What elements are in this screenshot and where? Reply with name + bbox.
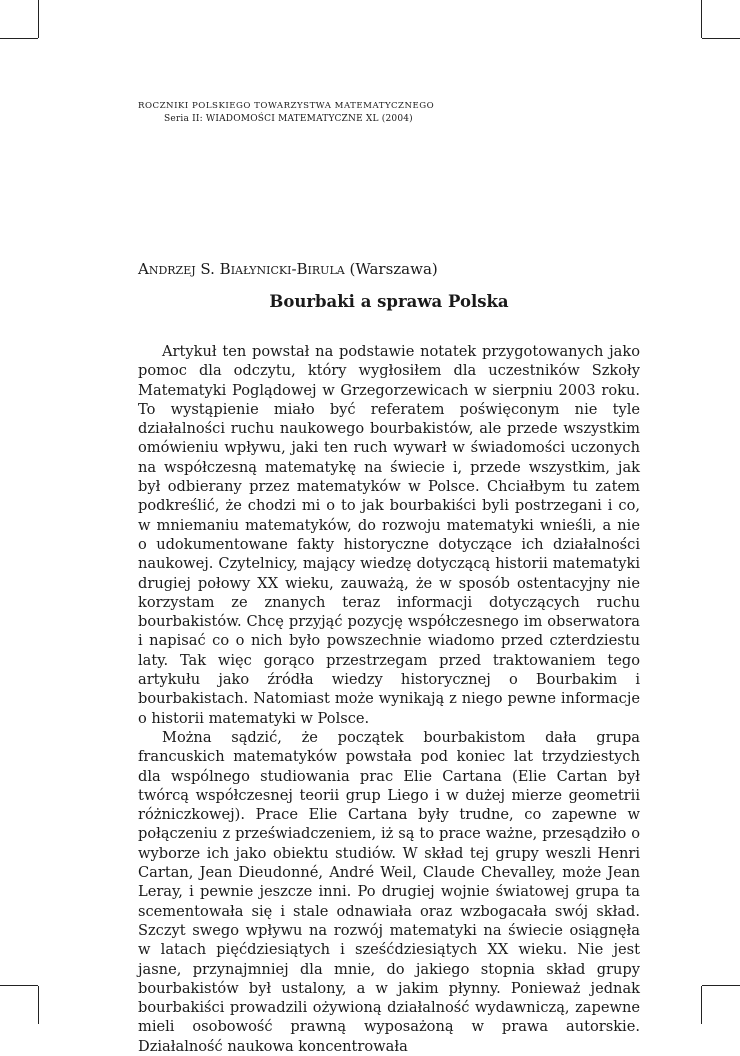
journal-name: ROCZNIKI POLSKIEGO TOWARZYSTWA MATEMATYCZNEGO (138, 101, 435, 111)
crop-mark (0, 985, 38, 986)
author-name: Andrzej S. Białynicki-Birula (138, 260, 345, 278)
journal-header (138, 100, 458, 126)
crop-mark (702, 985, 740, 986)
crop-mark (701, 0, 702, 38)
paragraph: Artykuł ten powstał na podstawie notatek przygotowanych jako pomoc dla odczytu, który wygłosiłem dla uczestników Szkoły Matematyki Poglądowej w Grzegorzewicach w sierpniu 2003 roku. To wystąpienie miało być referatem poświęconym nie tyle działalności ruchu naukowego bourbakistów, ale przede wszystkim omówieniu wpływu, jaki ten ruch wywarł w świadomości uczonych na współczesną matematykę na świecie i, przede wszystkim, jak był odbierany przez matematyków w Polsce. Chciałbym tu zatem podkreślić, że chodzi mi o to jak bourbakiści byli postrzegani i co, w mniemaniu matematyków, do rozwoju matematyki wnieśli, a nie o udokumentowane fakty historyczne dotyczące ich działalności naukowej. Czytelnicy, mający wiedzę dotyczącą historii matematyki drugiej połowy XX wieku, zauważą, że w sposób ostentacyjny nie korzystam ze znanych teraz informacji dotyczących ruchu bourbakistów. Chcę przyjąć pozycję współczesnego im obserwatora i napisać co o nich było powszechnie wiadomo przed czterdziestu laty. Tak więc gorąco przestrzegam przed traktowaniem tego artykułu jako źródła wiedzy historycznej o Bourbakim i bourbakistach. Natomiast może wynikają z niego pewne informacje o historii matematyki w Polsce. (138, 343, 640, 727)
crop-mark (38, 0, 39, 38)
paragraph: Można sądzić, że początek bourbakistom dała grupa francuskich matematyków powstała pod koniec lat trzydziestych dla wspólnego studiowania prac Elie Cartana (Elie Cartan był twórcą współczesnej teorii grup Liego i w dużej mierze geometrii różniczkowej). Prace Elie Cartana były trudne, co zapewne w połączeniu z przeświadczeniem, iż są to prace ważne, przesądziło o wyborze ich jako obiektu studiów. W skład tej grupy weszli Henri Cartan, Jean Dieudonné, André Weil, Claude Chevalley, może Jean Leray, i pewnie jeszcze inni. Po drugiej wojnie światowej grupa ta scementowała się i stale odnawiała oraz wzbogacała swój skład. Szczyt swego wpływu na rozwój matematyki na świecie osiągnęła w latach pięćdziesiątych i sześćdziesiątych XX wieku. Nie jest jasne, przynajmniej dla mnie, do jakiego stopnia skład grupy bourbakistów był ustalony, a w jakim płynny. Ponieważ jednak bourbakiści prowadzili ożywioną działalność wydawniczą, zapewne mieli osobowość prawną wyposażoną w prawa autorskie. Działalność naukowa koncentrowała (138, 728, 640, 1055)
author-line (138, 259, 598, 279)
crop-mark (38, 986, 39, 1024)
crop-mark (702, 38, 740, 39)
author-affiliation: (Warszawa) (349, 260, 438, 278)
article-body (138, 342, 640, 1056)
journal-series: Seria II: WIADOMOŚCI MATEMATYCZNE XL (2004) (164, 114, 413, 124)
article-title: Bourbaki a sprawa Polska (269, 292, 509, 311)
crop-mark (701, 986, 702, 1024)
crop-mark (0, 38, 38, 39)
